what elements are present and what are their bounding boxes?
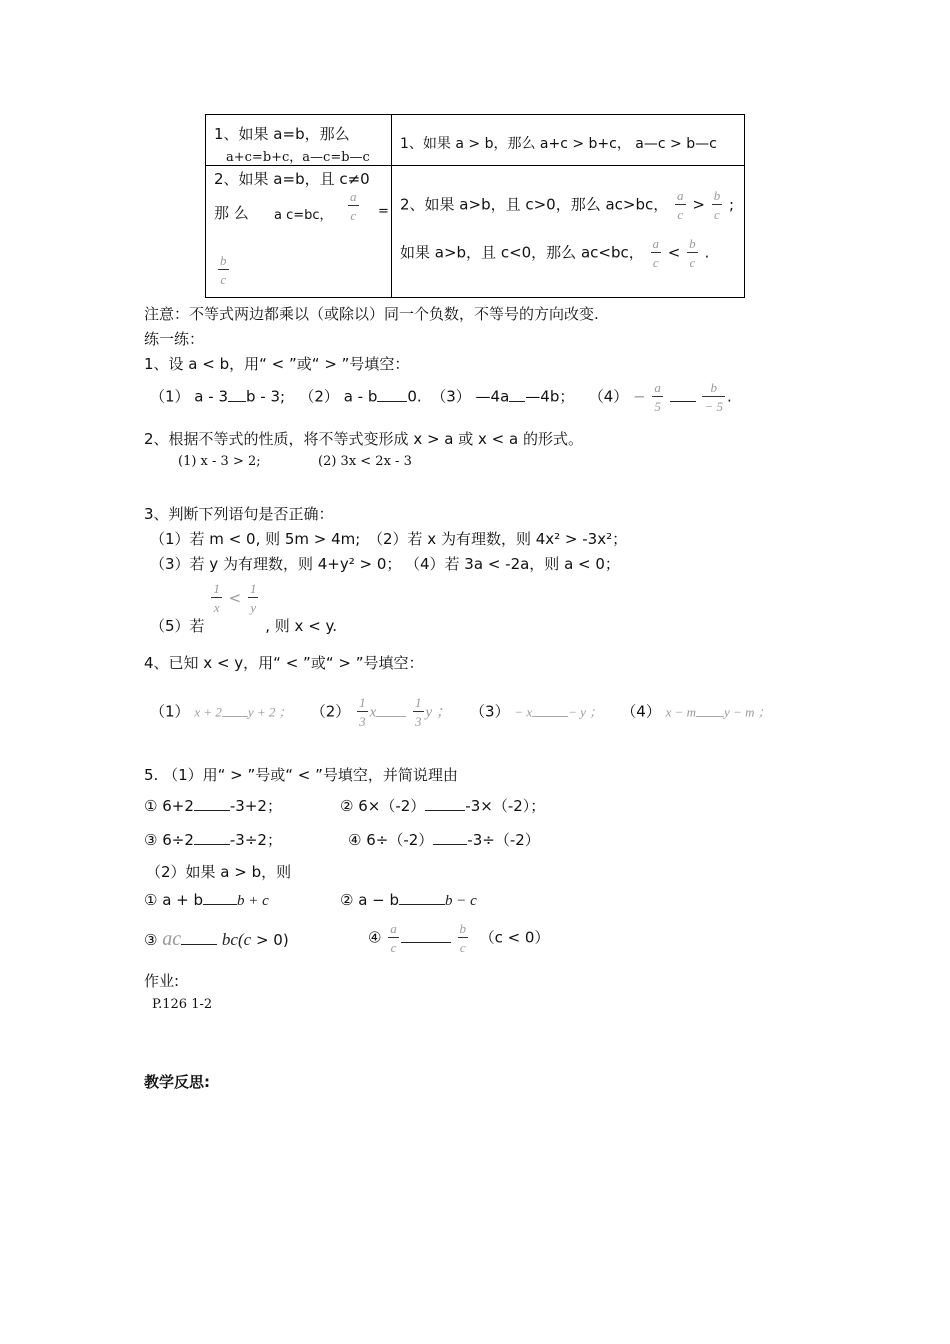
- q1-blank3[interactable]: [509, 387, 525, 402]
- q2-p1: (1) x - 3 > 2;: [178, 454, 261, 469]
- q4-title: 4、已知 x < y，用“ < ”或“ > ”号填空：: [144, 654, 424, 672]
- frac-num: a: [350, 189, 357, 204]
- q3-p4: （4）若 3a < -2a，则 a < 0；: [405, 555, 620, 573]
- q5-d2: ② a − b b − c: [340, 891, 477, 909]
- q3-p5-suffix: , 则 x < y.: [265, 616, 338, 635]
- q5-c3: ③ 6÷2 -3÷2；: [144, 831, 282, 849]
- reflection-title: 教学反思:: [144, 1073, 210, 1091]
- table-divider-vertical: [391, 115, 392, 297]
- q5-d4-frac1: $\frac{a}{c}$: [390, 921, 397, 955]
- q1-p3: （3） —4a: [431, 387, 510, 406]
- q5-blank-d2[interactable]: [399, 890, 445, 905]
- q1-blank1[interactable]: [228, 387, 246, 402]
- q1-p1: （1） a - 3: [150, 387, 228, 406]
- q1-parts: （1） a - 3 b - 3; （2） a - b 0. （3） —4a —4b； （4） − $\frac{a}{5}$ $\frac{b}{- 5}$ .: [150, 380, 732, 414]
- q5-blank-d3[interactable]: [181, 930, 217, 945]
- practice-title: 练一练：: [144, 330, 205, 348]
- table-r2-right-line2: 如果 a>b，且 c<0，那么 ac<bc， $\frac{a}{c}$ < $\frac{b}{c}$ .: [400, 236, 710, 270]
- r2-left-na: 那 么: [214, 204, 249, 222]
- homework-content: P.126 1-2: [152, 997, 213, 1012]
- r2-right-frac-b: $\frac{b}{c}$: [713, 188, 721, 222]
- q5-title: 5. （1）用“ > ”号或“ < ”号填空，并简说理由: [144, 766, 458, 784]
- q3-p3: （3）若 y 为有理数，则 4+y² > 0；: [150, 555, 402, 573]
- q5-blank-c1[interactable]: [194, 796, 230, 811]
- q1-frac1: $\frac{a}{5}$: [654, 380, 661, 414]
- q1-frac2: $\frac{b}{- 5}$: [704, 380, 723, 414]
- q5-d1: ① a + b b + c: [144, 891, 269, 909]
- table-r1-left: [214, 123, 370, 165]
- q1-blank4[interactable]: [670, 387, 696, 402]
- q1-p2: （2） a - b: [299, 387, 378, 406]
- homework-title: 作业:: [144, 972, 180, 990]
- q5-blank-c2[interactable]: [425, 796, 465, 811]
- q5-sub2: （2）如果 a > b，则: [146, 863, 292, 881]
- q4-blank1[interactable]: [222, 702, 248, 717]
- q3-frac1: $\frac{1}{x}$: [213, 581, 220, 615]
- q4-parts: （1） x + 2 y + 2 ； （2） $\frac{1}{3}$ x $\frac{1}{3}$ y ； （3） − x − y ； （4） x − m y − m ；: [150, 695, 771, 729]
- q3-p5-prefix: （5）若: [150, 616, 205, 635]
- r2-right-frac-a: $\frac{a}{c}$: [677, 188, 684, 222]
- q3-p5: （5）若 $\frac{1}{x}$ < $\frac{1}{y}$ , 则 x < y.: [150, 581, 338, 635]
- q5-d3: ③ ac bc(c > 0): [144, 928, 289, 950]
- q5-c2: ② 6×（-2） -3×（-2）；: [340, 797, 546, 815]
- r2-left-ac: a c=bc，: [274, 208, 333, 223]
- table-divider-horizontal: [206, 165, 744, 166]
- q4-frac2: $\frac{1}{3}$: [415, 695, 422, 729]
- q5-c4: ④ 6÷（-2） -3÷（-2）: [348, 831, 540, 849]
- q2-title: 2、根据不等式的性质，将不等式变形成 x > a 或 x < a 的形式。: [144, 430, 583, 448]
- r1-left-line2: a+c=b+c，a—c=b—c: [226, 150, 370, 165]
- table-r2-right-line1: 2、如果 a>b，且 c>0，那么 ac>bc， $\frac{a}{c}$ > $\frac{b}{c}$ ;: [400, 188, 735, 222]
- q3-title: 3、判断下列语句是否正确：: [144, 505, 334, 523]
- r2-left-frac1: [348, 190, 359, 222]
- q4-frac1: $\frac{1}{3}$: [359, 695, 366, 729]
- r2-left-frac2: [218, 254, 229, 286]
- table-r1-right: 1、如果 a > b，那么 a+c > b+c， a—c > b—c: [400, 136, 717, 152]
- r2-left-eq: =: [378, 204, 389, 219]
- table-r2-left: [214, 168, 389, 296]
- note: 注意：不等式两边都乘以（或除以）同一个负数，不等号的方向改变.: [144, 305, 599, 323]
- q5-d4-frac2: $\frac{b}{c}$: [459, 921, 467, 955]
- q4-blank2[interactable]: [376, 702, 406, 717]
- q5-c1: ① 6+2 -3+2；: [144, 797, 282, 815]
- frac-den: c: [350, 208, 357, 223]
- q3-frac2: $\frac{1}{y}$: [249, 581, 257, 615]
- r2-right-text1: 2、如果 a>b，且 c>0，那么 ac>bc，: [400, 195, 669, 214]
- q1-p4: （4）: [588, 387, 629, 406]
- r2-right-frac-c: $\frac{a}{c}$: [652, 236, 660, 270]
- r2-right-frac-d: $\frac{b}{c}$: [689, 236, 696, 270]
- q5-blank-d1[interactable]: [203, 890, 237, 905]
- q1-title: 1、设 a < b，用“ < ”或“ > ”号填空：: [144, 355, 410, 373]
- r1-left-line1: 1、如果 a=b，那么: [214, 125, 350, 143]
- q3-p2: （2）若 x 为有理数，则 4x² > -3x²；: [368, 530, 628, 548]
- q5-blank-c3[interactable]: [194, 830, 230, 845]
- q4-blank3[interactable]: [532, 702, 568, 717]
- r2-left-line1: 2、如果 a=b，且 c≠0: [214, 170, 370, 188]
- q3-p1: （1）若 m < 0, 则 5m > 4m;: [150, 530, 361, 548]
- q5-blank-c4[interactable]: [433, 830, 467, 845]
- r2-right-text2: 如果 a>b，且 c<0，那么 ac<bc，: [400, 243, 644, 262]
- q5-d4: ④ $\frac{a}{c}$ $\frac{b}{c}$ （c < 0）: [368, 921, 550, 955]
- q4-blank4[interactable]: [696, 702, 724, 717]
- q2-p2: (2) 3x < 2x - 3: [318, 454, 412, 469]
- frac-den: c: [220, 272, 227, 287]
- properties-table: [205, 114, 745, 298]
- q5-blank-d4[interactable]: [401, 928, 451, 943]
- frac-num: b: [220, 253, 227, 268]
- q1-blank2[interactable]: [377, 387, 407, 402]
